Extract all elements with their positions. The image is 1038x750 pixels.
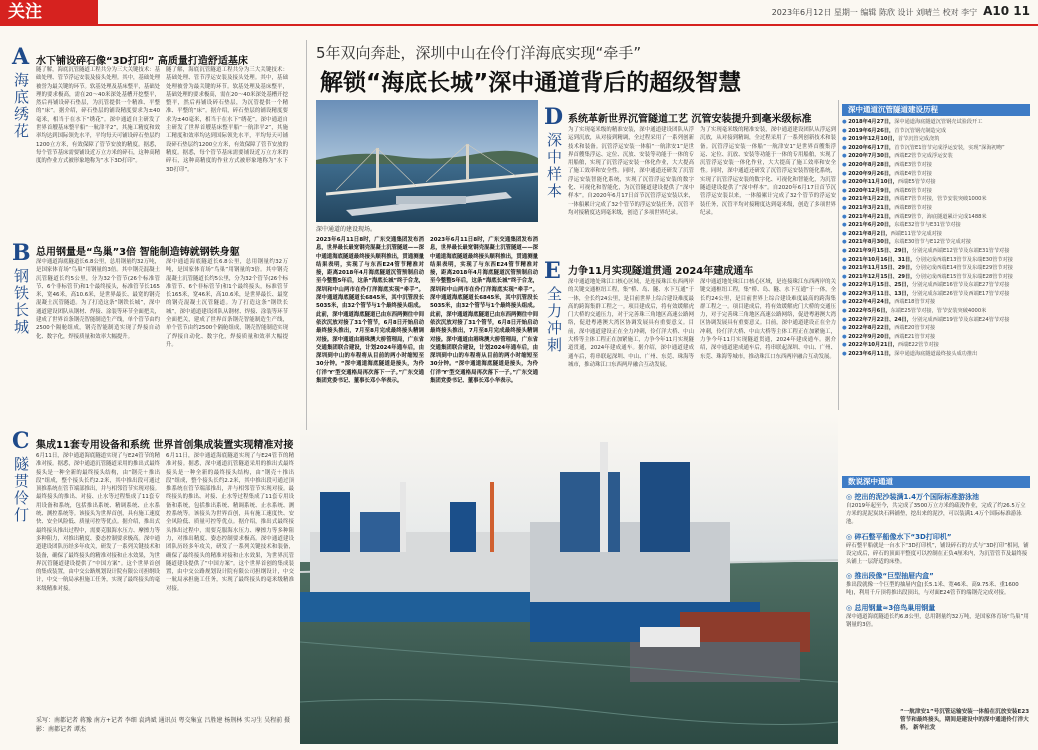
bullet-icon: ● bbox=[842, 153, 849, 160]
bullet-icon: ● bbox=[842, 256, 849, 263]
timeline-date: 2022年1月15日、25日， bbox=[848, 282, 912, 289]
timeline-item bbox=[842, 350, 1032, 359]
bullet-icon: ● bbox=[842, 144, 849, 151]
timeline-list bbox=[842, 118, 1032, 408]
timeline-item bbox=[842, 238, 1032, 247]
section-label-c: 隧贯伶仃 bbox=[12, 456, 30, 524]
timeline-date: 2021年9月15日、29日， bbox=[848, 247, 912, 254]
section-body-b: 深中通道海底隧道长6.8公里，总用钢量约32万吨，是国家体育场“鸟巢”用钢量的3倍。其中钢壳混凝土沉管隧道长约5公里，分为32个管节(26个标准管节、6个非标管节)和1个最终接头，标准管节长165米，宽46米，高10.6米，是世界最长、最宽的钢壳混凝土沉管隧道。为了打造这条“钢铁长城”，深中通道建设团队从钢材、焊接、涂装等环节全面把关，建成了世界首条钢壳智能制造生产线，单个管节由约2500个隔舱组成，钢壳智能制造实现了焊接自动化、数字化，焊接质量和效率大幅提升。 bbox=[36, 259, 160, 340]
section-body-a: 隧了解，海底沉管隧道工程共分为三大关键技术：基础处理、管节浮运安装及接头处理。其中，基础处理被誉为最关键的环节。软基处理及基床整平，基础处理的要求极高，需在20～40米深处基槽开挖整平，然后再铺设碎石垫层，为沉管提供一个精准、平整的“床”。据介绍，碎石垫层的铺设精度要求为±40毫米，相当于在水下“绣花”。深中通道自主研发了世界首艘基床整平船“一航津平2”，其施工精度和效率均达到国际领先水平，平均每天可铺设碎石垫层约1200立方米，有效保障了管节安放的精度。据悉，每个管节基床需要铺设近万立方米的碎石，这种高精度的作业方式被形象地称为“水下3D打印”。 bbox=[36, 67, 160, 165]
bullet-icon: ● bbox=[842, 282, 849, 289]
section-label-b: 钢铁长城 bbox=[12, 268, 30, 336]
lead-paragraph: 2023年6月11日8时，广东交通集团发布消息，世界最长最宽钢壳混凝土沉管隧道——深中通道海底隧道最终接头顺利推出，贯通测量结果表明，实现了与东西E24管节精准对接，距离2018年4月海底隧道沉管预制启动至今整整5年后，这条“海底长城”终于合龙，深圳和中山两市在伶仃洋海底实现“牵手”。深中通道海底隧道长6845米，其中沉管段长5035米，由32个管节与1个最终接头组成。此前，深中通道海底隧道已由东西两侧往中间依次沉放对接了31个管节，6月8日开始启动最终接头推出，7月至8月完成最终接头精调对接。深中通道由港珠澳大桥管理局，广东省交通集团联合建设，计划2024年通车后，由深圳到中山的车程将从目前的两小时缩短至30分钟。“深中通道海底隧道是接头，为伶仃洋‘Y’型交通格局再次落下一子。”广东交通集团党委书记、董事长邓小华表示。 bbox=[316, 237, 424, 385]
bullet-icon: ● bbox=[842, 127, 849, 134]
timeline-date: 2020年6月17日， bbox=[848, 144, 895, 151]
timeline-date: 2021年4月21日， bbox=[848, 213, 895, 220]
fact-body: 自2019年起至今，共完成了3500万立方米的疏浚作业，完成了约26.5万立方米的泥泥炭块石料铺垫，挖出来的泥沙，可以装满1.4万个国际标准游泳池。 bbox=[846, 503, 1026, 526]
bullet-icon: ● bbox=[842, 204, 849, 211]
timeline-item bbox=[842, 144, 1032, 153]
facts-list bbox=[846, 492, 1030, 712]
timeline-item bbox=[842, 135, 1032, 144]
timeline-text: 分别完成西端E13管节及东端E30管节对接 bbox=[915, 256, 1013, 263]
timeline-text: 分别完成西端E14管节及东端E29管节对接 bbox=[915, 265, 1013, 272]
fact-title-text: 推出段像“巨型抽屉内盒” bbox=[854, 572, 934, 581]
bullet-icon: ● bbox=[842, 342, 849, 349]
timeline-text: 东端E30管节与E12管节完成对接 bbox=[894, 239, 972, 246]
section-letter-b: B bbox=[12, 240, 31, 266]
timeline-text: 首节沉管完成浇筑 bbox=[897, 136, 940, 143]
bullet-icon: ● bbox=[842, 213, 849, 220]
section-title-d: 系统革新世界沉管隧道工艺 沉管安装提升到毫米级标准 bbox=[568, 114, 812, 125]
timeline-date: 2021年11月15日、29日， bbox=[848, 265, 916, 272]
timeline-item bbox=[842, 161, 1032, 170]
bullet-icon: ● bbox=[842, 179, 849, 186]
section-body-d-cont: 为了实现毫米级的精准安装，深中通道建设团队从浮运到沉放，从对接到精调，全过程采用了一系列创新技术和装备。沉管浮运安装一体船“一航津安1”是世界首艘集浮运、定位、沉放、安装等功能于一体的专用船舶，实现了沉管浮运安装一体化作业，大大提高了施工效率和安全性。同时，深中通道还研发了沉管浮运安装智能化系统，实现了沉管浮运安装的数字化、可视化和智能化，为沉管隧道建设提供了“深中样本”。自2020年6月17日首节沉管浮运安装以来，一体船累计完成了32个管节的浮运安装任务，沉管平均对接精度达到毫米级，创造了多项世界纪录。 bbox=[700, 127, 836, 216]
fact-title bbox=[846, 532, 1030, 542]
section-tag: 关注 bbox=[0, 0, 98, 24]
section-body-c-cont: 6月11日，深中通道海底隧道实现了与E24管节的精准对接。据悉，深中通道沉管隧道采用的推出式最终接头是一种全新的最终接头结构，由“钢壳＋推出段”组成，整个接头长约2.2米，其中推出段可通过顶推系统在管节端部推出，并与相邻管节实现对接。最终接头的推出、对接、止水等过程集成了11套专用设备和系统，包括推出系统、精调系统、止水系统、测控系统等。该接头为世界首创，具有施工速度快、安全风险低、质量可控等优点。据介绍，推出式最终接头推出过程中，需要克服海水压力、摩擦力等多种阻力，对推出精度、姿态控制要求极高。深中通道建设团队历经多年攻关，研发了一系列关键技术和装备，确保了最终接头的精准对接和止水效果，为世界沉管隧道建设提供了“中国方案”。这个世界首创的集成装置，由中交公路规划设计院有限公司担纲设计，中交一航局承担施工任务，实现了最终接头的毫米级精准对接。 bbox=[166, 453, 294, 592]
timeline-text: 分别完成西端E12管节及东端E31管节对接 bbox=[911, 247, 1010, 254]
timeline-item bbox=[842, 281, 1032, 290]
bullet-icon: ● bbox=[842, 161, 849, 168]
section-body-e: 深中通道地处珠江口核心区域，是连接珠江东西两岸的关键交通枢纽工程，集“桥、岛、隧、水下互通”于一体，全长约24公里，是目前世界上综合建设难度最高的跨海集群工程之一。项目建成后，将有效缓解虎门大桥的交通压力，对于完善珠三角地区高速公路网络，促进粤港澳大湾区协调发展具有重要意义。目前，深中通道建设正在全力冲刺，伶仃洋大桥、中山大桥等主体工程正在加紧施工，力争今年11月实现隧道贯通，2024年建成通车。据介绍，深中通道建成通车后，将串联起深圳、中山、广州、东莞、珠海等城市，推动珠江口东西两岸融合互动发展。 bbox=[568, 279, 694, 368]
section-letter-e: E bbox=[544, 258, 561, 284]
timeline-date: 2020年8月28日， bbox=[848, 161, 895, 168]
bridge-illustration bbox=[316, 100, 538, 222]
timeline-date: 2021年6月20日， bbox=[848, 222, 895, 229]
timeline-item bbox=[842, 273, 1032, 282]
headline-main: 解锁“海底长城”深中通道背后的超级智慧 bbox=[320, 70, 742, 96]
timeline-text: 分别完成东端E26管节及西端E17管节对接 bbox=[911, 290, 1010, 297]
timeline-item bbox=[842, 204, 1032, 213]
target-icon: ◎ bbox=[846, 493, 855, 501]
timeline-item bbox=[842, 298, 1032, 307]
section-body-a-cont: 隧了解，海底沉管隧道工程共分为三大关键技术：基础处理、管节浮运安装及接头处理。其中，基础处理被誉为最关键的环节。软基处理及基床整平，基础处理的要求极高，需在20～40米深处基槽开挖整平，然后再铺设碎石垫层，为沉管提供一个精准、平整的“床”。据介绍，碎石垫层的铺设精度要求为±40毫米，相当于在水下“绣花”。深中通道自主研发了世界首艘基床整平船“一航津平2”，其施工精度和效率均达到国际领先水平，平均每天可铺设碎石垫层约1200立方米，有效保障了管节安放的精度。据悉，每个管节基床需要铺设近万立方米的碎石，这种高精度的作业方式被形象地称为“水下3D打印”。 bbox=[166, 67, 288, 173]
timeline-item bbox=[842, 333, 1032, 342]
section-body-b-cont: 深中通道海底隧道长6.8公里，总用钢量约32万吨，是国家体育场“鸟巢”用钢量的3倍。其中钢壳混凝土沉管隧道长约5公里，分为32个管节(26个标准管节、6个非标管节)和1个最终接头，标准管节长165米，宽46米，高10.6米，是世界最长、最宽的钢壳混凝土沉管隧道。为了打造这条“钢铁长城”，深中通道建设团队从钢材、焊接、涂装等环节全面把关，建成了世界首条钢壳智能制造生产线，单个管节由约2500个隔舱组成，钢壳智能制造实现了焊接自动化、数字化，焊接质量和效率大幅提升。 bbox=[166, 259, 288, 348]
timeline-date: 2020年12月9日， bbox=[848, 187, 895, 194]
bridge-photo-caption: 深中通道的建设现场。 bbox=[316, 226, 377, 233]
target-icon: ◎ bbox=[846, 603, 855, 612]
timeline-date: 2021年8月30日， bbox=[848, 239, 895, 246]
section-title-a: 水下铺设碎石像“3D打印” 高质量打造舒适基床 bbox=[36, 56, 248, 67]
bullet-icon: ● bbox=[842, 333, 849, 340]
page-number: A10 11 bbox=[983, 4, 1030, 18]
timeline-date: 2022年7月22日、24日， bbox=[848, 316, 912, 323]
timeline-item bbox=[842, 256, 1032, 265]
section-label-d: 深中样本 bbox=[545, 132, 563, 200]
bullet-icon: ● bbox=[842, 187, 849, 194]
ship-photo bbox=[300, 412, 838, 744]
timeline-text: 东端E32管节与E31管节对接 bbox=[894, 222, 961, 229]
timeline-date: 2022年8月22日， bbox=[848, 325, 895, 332]
timeline-text: 分别完成西端E19管节及东端E24管节对接 bbox=[911, 316, 1010, 323]
timeline-date: 2020年11月10日， bbox=[848, 179, 898, 186]
timeline-date: 2019年12月10日， bbox=[848, 136, 898, 143]
bullet-icon: ● bbox=[842, 290, 849, 297]
bridge-photo bbox=[316, 100, 538, 222]
timeline-text: 西端E11管节完成对接 bbox=[890, 230, 942, 237]
fact-body: 碎石整平船就是一台水下“3D打印机”，铺设碎石的方式与“3D打印”相同，铺设完成后，碎石的顶面平整度可以控制在正负4厘米内，为沉管管节及最终接头铺上一层舒适的床垫。 bbox=[846, 542, 1029, 566]
section-title-e: 力争11月实现隧道贯通 2024年建成通车 bbox=[568, 266, 754, 277]
fact-title bbox=[846, 492, 1030, 502]
timeline-date: 2018年4月27日， bbox=[848, 119, 895, 125]
timeline-item bbox=[842, 307, 1032, 316]
target-icon: ◎ bbox=[846, 532, 855, 541]
bullet-icon: ● bbox=[842, 230, 849, 237]
timeline-text: 西端E6管节对接 bbox=[894, 187, 932, 194]
timeline-item bbox=[842, 118, 1032, 127]
fact-title-text: 总用钢量≈3倍鸟巢用钢量 bbox=[854, 603, 936, 612]
section-title-b: 总用钢量是“鸟巢”3倍 智能制造铸就钢铁身躯 bbox=[36, 247, 240, 258]
timeline-text: 东端E25管节对接，管节安装突破4000米 bbox=[890, 308, 987, 315]
target-icon: ◎ bbox=[846, 572, 855, 581]
timeline-date: 2022年10月21日， bbox=[848, 342, 898, 349]
timeline-date: 2023年6月11日， bbox=[848, 351, 895, 358]
section-letter-a: A bbox=[12, 44, 30, 70]
timeline-date: 2022年3月11日、13日， bbox=[848, 290, 912, 297]
timeline-date: 2019年6月26日， bbox=[848, 127, 895, 134]
timeline-text: 西端E22管节对接 bbox=[897, 342, 939, 349]
timeline-item bbox=[842, 324, 1032, 333]
section-label-a: 海底绣花 bbox=[12, 72, 30, 140]
bullet-icon: ● bbox=[842, 170, 849, 177]
bullet-icon: ● bbox=[842, 325, 849, 332]
masthead-date: 2023年6月12日 星期一 编辑 陈欣 设计 刘晴兰 校对 李宁 bbox=[771, 8, 978, 17]
bullet-icon: ● bbox=[842, 119, 849, 125]
timeline-title: 深中通道沉管隧道建设历程 bbox=[842, 104, 1030, 116]
timeline-text: 西端E9管节，海底隧道累计完成1488米 bbox=[894, 213, 987, 220]
timeline-date: 2021年10月16日、31日， bbox=[848, 256, 916, 263]
bullet-icon: ● bbox=[842, 196, 849, 203]
timeline-text: 深中通道海底隧道沉管钢壳试验段开工 bbox=[894, 119, 983, 125]
timeline-item bbox=[842, 127, 1032, 136]
lead-paragraph-cont: 2023年6月11日8时，广东交通集团发布消息，世界最长最宽钢壳混凝土沉管隧道——深中通道海底隧道最终接头顺利推出，贯通测量结果表明，实现了与东西E24管节精准对接，距离2018年4月海底隧道沉管预制启动至今整整5年后，这条“海底长城”终于合龙，深圳和中山两市在伶仃洋海底实现“牵手”。深中通道海底隧道长6845米，其中沉管段长5035米，由32个管节与1个最终接头组成。此前，深中通道海底隧道已由东西两侧往中间依次沉放对接了31个管节，6月8日开始启动最终接头推出，7月至8月完成最终接头精调对接。深中通道由港珠澳大桥管理局，广东省交通集团联合建设，计划2024年通车后，由深圳到中山的车程将从目前的两小时缩短至30分钟。“深中通道海底隧道是接头，为伶仃洋‘Y’型交通格局再次落下一子。”广东交通集团党委书记、董事长邓小华表示。 bbox=[430, 237, 538, 385]
fact-body: 推出段就像一个巨型的抽屉内盒(长5.1米、宽46米、高9.75米、重1600吨)，利用千斤顶将推出段顶出，与对面E24管节的端钢壳完成对接。 bbox=[846, 582, 1019, 597]
timeline-date: 2022年5月6日， bbox=[848, 308, 891, 315]
timeline-item bbox=[842, 247, 1032, 256]
bullet-icon: ● bbox=[842, 136, 849, 143]
timeline-text: 西端E21管节对接 bbox=[894, 333, 936, 340]
timeline-item bbox=[842, 221, 1032, 230]
timeline-item bbox=[842, 290, 1032, 299]
timeline-date: 2021年12月15日、29日， bbox=[848, 273, 916, 280]
timeline-text: 深中通道海底隧道最终接头成功推出 bbox=[894, 351, 978, 358]
credits: 采写：南都记者 蒋豫 南方+记者 李细 袁鸿斌 通讯员 粤交集宣 吕胜建 杨荆林 实习生 吴程前 摄影：南都记者 谭杰 bbox=[36, 717, 291, 733]
timeline-item bbox=[842, 152, 1032, 161]
masthead-info bbox=[772, 4, 1030, 18]
section-letter-d: D bbox=[544, 104, 564, 130]
timeline-item bbox=[842, 341, 1032, 350]
ship-photo-caption: “一航津安1”号沉管运输安装一体船在沉放安装E23管节和最终接头，期间是建设中的深中通道伶仃洋大桥。 新华社发 bbox=[900, 709, 1030, 731]
timeline-item bbox=[842, 316, 1032, 325]
timeline-date: 2020年7月30日， bbox=[848, 153, 895, 160]
bullet-icon: ● bbox=[842, 316, 849, 323]
section-body-e-cont: 深中通道地处珠江口核心区域，是连接珠江东西两岸的关键交通枢纽工程，集“桥、岛、隧、水下互通”于一体，全长约24公里，是目前世界上综合建设难度最高的跨海集群工程之一。项目建成后，将有效缓解虎门大桥的交通压力，对于完善珠三角地区高速公路网络，促进粤港澳大湾区协调发展具有重要意义。目前，深中通道建设正在全力冲刺，伶仃洋大桥、中山大桥等主体工程正在加紧施工，力争今年11月实现隧道贯通，2024年建成通车。据介绍，深中通道建成通车后，将串联起深圳、中山、广州、东莞、珠海等城市，推动珠江口东西两岸融合互动发展。 bbox=[700, 279, 836, 360]
top-rule bbox=[0, 24, 1038, 26]
section-letter-c: C bbox=[12, 428, 30, 454]
bullet-icon: ● bbox=[842, 265, 849, 272]
fact-title-text: 碎石整平船像水下“3D打印机” bbox=[854, 532, 952, 541]
timeline-item bbox=[842, 187, 1032, 196]
bullet-icon: ● bbox=[842, 222, 849, 229]
timeline-text: 西端E4管节对接 bbox=[894, 170, 932, 177]
column-rule bbox=[838, 100, 839, 410]
fact-title-text: 挖出的泥沙装满1.4万个国际标准游泳池 bbox=[854, 493, 979, 501]
timeline-date: 2020年9月26日， bbox=[848, 170, 895, 177]
timeline-text: 西端E5管节对接 bbox=[897, 179, 936, 186]
timeline-text: 西端E20管节对接 bbox=[894, 325, 936, 332]
headline-kicker: 5年双向奔赴，深圳中山在伶仃洋海底实现“牵手” bbox=[316, 44, 642, 62]
timeline-text: 分别完成西端E15管节及东端E28管节对接 bbox=[915, 273, 1013, 280]
fact-title bbox=[846, 603, 1030, 613]
timeline-text: 西端E7管节对接，管节安装突破1000米 bbox=[894, 196, 987, 203]
bullet-icon: ● bbox=[842, 273, 849, 280]
timeline-date: 2022年4月24日， bbox=[848, 299, 895, 306]
timeline-text: 首节沉管钢壳制造完成 bbox=[894, 127, 947, 134]
timeline-item bbox=[842, 170, 1032, 179]
section-body-c: 6月11日，深中通道海底隧道实现了与E24管节的精准对接。据悉，深中通道沉管隧道采用的推出式最终接头是一种全新的最终接头结构，由“钢壳＋推出段”组成，整个接头长约2.2米，其中推出段可通过顶推系统在管节端部推出，并与相邻管节实现对接。最终接头的推出、对接、止水等过程集成了11套专用设备和系统，包括推出系统、精调系统、止水系统、测控系统等。该接头为世界首创，具有施工速度快、安全风险低、质量可控等优点。据介绍，推出式最终接头推出过程中，需要克服海水压力、摩擦力等多种阻力，对推出精度、姿态控制要求极高。深中通道建设团队历经多年攻关，研发了一系列关键技术和装备，确保了最终接头的精准对接和止水效果，为世界沉管隧道建设提供了“中国方案”。这个世界首创的集成装置，由中交公路规划设计院有限公司担纲设计，中交一航局承担施工任务，实现了最终接头的毫米级精准对接。 bbox=[36, 453, 160, 592]
section-body-d: 为了实现毫米级的精准安装，深中通道建设团队从浮运到沉放，从对接到精调，全过程采用了一系列创新技术和装备。沉管浮运安装一体船“一航津安1”是世界首艘集浮运、定位、沉放、安装等功能于一体的专用船舶，实现了沉管浮运安装一体化作业，大大提高了施工效率和安全性。同时，深中通道还研发了沉管浮运安装智能化系统，实现了沉管浮运安装的数字化、可视化和智能化，为沉管隧道建设提供了“深中样本”。自2020年6月17日首节沉管浮运安装以来，一体船累计完成了32个管节的浮运安装任务，沉管平均对接精度达到毫米级，创造了多项世界纪录。 bbox=[568, 127, 694, 216]
timeline-text: 西端E3管节对接 bbox=[894, 161, 932, 168]
timeline-text: 西端E2管节完成浮运安装 bbox=[894, 153, 953, 160]
bullet-icon: ● bbox=[842, 299, 849, 306]
timeline-date: 2021年1月22日， bbox=[848, 196, 895, 203]
bullet-icon: ● bbox=[842, 239, 849, 246]
timeline-text: 西端E8管节对接 bbox=[894, 204, 932, 211]
facts-title: 数说深中通道 bbox=[842, 476, 1030, 488]
fact-title bbox=[846, 571, 1030, 581]
fact-body: 深中通道海底隧道长约6.8公里，总用钢量约32万吨，是国家体育场“鸟巢”用钢量的3倍。 bbox=[846, 613, 1029, 628]
timeline-item bbox=[842, 213, 1032, 222]
section-title-c: 集成11套专用设备和系统 世界首创集成装置实现精准对接 bbox=[36, 440, 294, 451]
bullet-icon: ● bbox=[842, 351, 849, 358]
timeline-item bbox=[842, 195, 1032, 204]
timeline-item bbox=[842, 230, 1032, 239]
timeline-date: 2021年8月2日， bbox=[848, 230, 891, 237]
section-label-e: 全力冲刺 bbox=[545, 286, 563, 354]
bullet-icon: ● bbox=[842, 308, 849, 315]
timeline-text: 西端E18管节对接 bbox=[894, 299, 936, 306]
timeline-text: 分别完成西端E16管节及东端E27管节对接 bbox=[911, 282, 1010, 289]
ship-illustration bbox=[300, 412, 838, 744]
column-rule bbox=[306, 40, 307, 430]
timeline-item bbox=[842, 264, 1032, 273]
timeline-date: 2022年9月20日， bbox=[848, 333, 895, 340]
timeline-date: 2021年3月21日， bbox=[848, 204, 895, 211]
bullet-icon: ● bbox=[842, 247, 849, 254]
timeline-text: 首节沉管E1管节完成浮运安装，实现“深海初吻” bbox=[894, 144, 1005, 151]
timeline-item bbox=[842, 178, 1032, 187]
